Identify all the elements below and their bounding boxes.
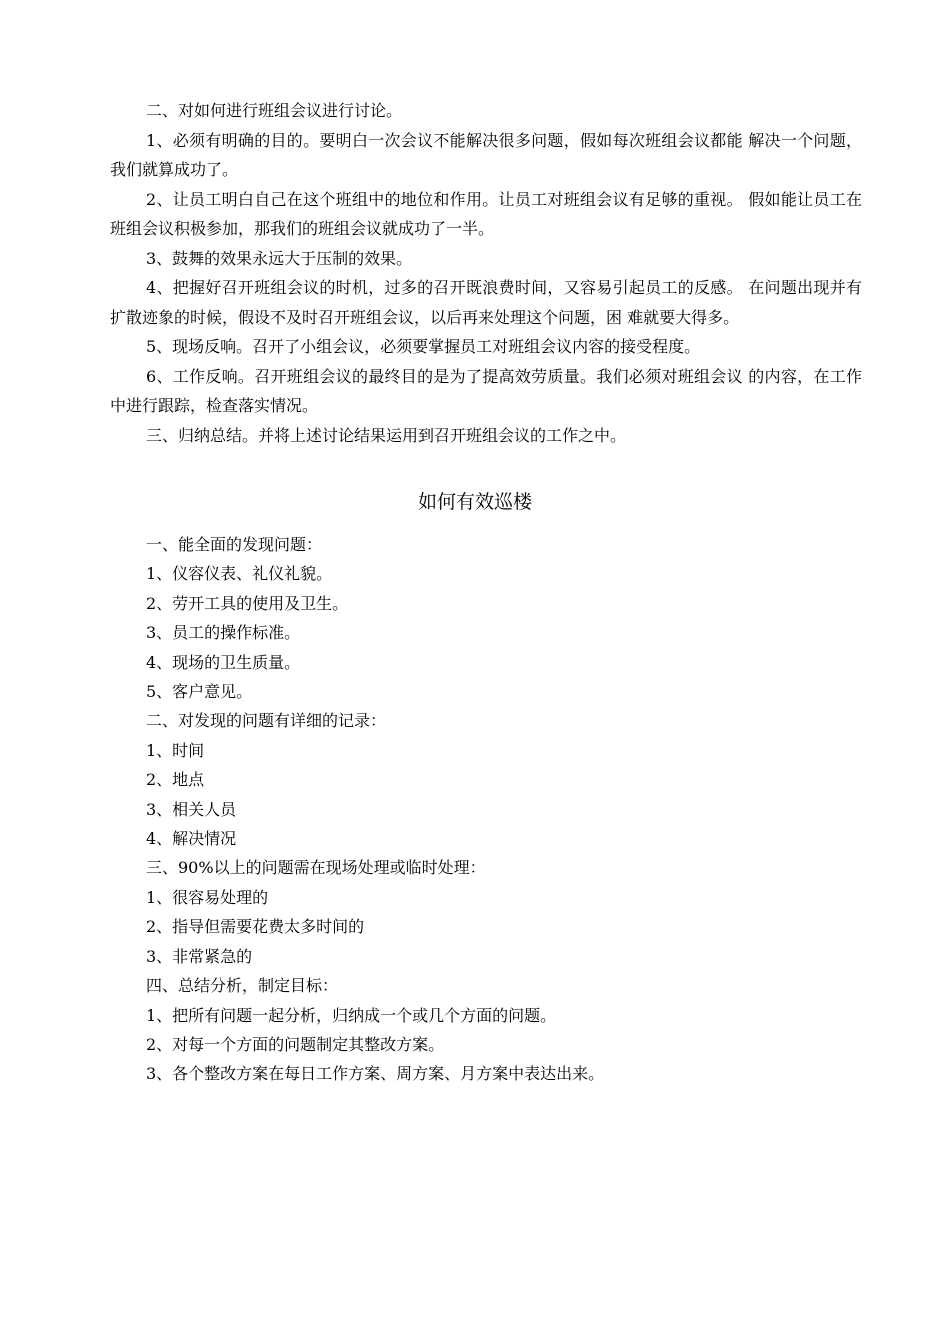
list-item: 3、非常紧急的 [146, 946, 253, 966]
list-heading-4: 四、总结分析，制定目标： [146, 976, 339, 996]
paragraph-item-2: 2、让员工明白自己在这个班组中的地位和作用。让员工对班组会议有足够的重视。 假如能让员工在班组会议积极参加，那我们的班组会议就成功了一半。 [110, 189, 862, 238]
paragraph-summary: 三、归纳总结。并将上述讨论结果运用到召开班组会议的工作之中。 [146, 425, 627, 445]
paragraph-item-6: 6、工作反响。召开班组会议的最终目的是为了提高效劳质量。我们必须对班组会议 的内容，在工作中进行跟踪，检查落实情况。 [110, 366, 862, 415]
paragraph-item-3: 3、鼓舞的效果永远大于压制的效果。 [146, 248, 413, 268]
list-item: 2、指导但需要花费太多时间的 [146, 917, 365, 937]
meeting-discussion-section [110, 96, 862, 450]
list-item: 2、劳开工具的使用及卫生。 [146, 593, 349, 613]
list-heading-2: 二、对发现的问题有详细的记录： [146, 711, 387, 731]
paragraph-item-1: 1、必须有明确的目的。要明白一次会议不能解决很多问题，假如每次班组会议都能 解决一个问题，我们就算成功了。 [110, 130, 862, 179]
list-item: 1、时间 [146, 740, 205, 760]
list-item: 2、对每一个方面的问题制定其整改方案。 [146, 1034, 445, 1054]
list-item: 3、各个整改方案在每日工作方案、周方案、月方案中表达出来。 [146, 1064, 605, 1084]
paragraph-discussion-heading: 二、对如何进行班组会议进行讨论。 [146, 101, 403, 120]
list-heading-3: 三、90%以上的问题需在现场处理或临时处理： [146, 858, 486, 878]
list-item: 1、把所有问题一起分析，归纳成一个或几个方面的问题。 [146, 1005, 557, 1025]
list-item: 4、解决情况 [146, 829, 237, 849]
list-item: 3、相关人员 [146, 799, 237, 819]
list-item: 3、员工的操作标准。 [146, 623, 301, 643]
document-title: 如何有效巡楼 [417, 491, 532, 513]
list-item: 2、地点 [146, 770, 205, 790]
paragraph-item-4: 4、把握好召开班组会议的时机，过多的召开既浪费时间，又容易引起员工的反感。 在问题出现并有扩散迹象的时候，假设不及时召开班组会议，以后再来处理这个问题，困 难就要大得多。 [110, 278, 862, 327]
list-heading-1: 一、能全面的发现问题： [146, 535, 323, 554]
list-item: 5、客户意见。 [146, 682, 253, 702]
list-item: 1、仪容仪表、礼仪礼貌。 [146, 564, 333, 584]
list-item: 1、很容易处理的 [146, 887, 269, 907]
floor-patrol-section [146, 530, 862, 1089]
paragraph-item-5: 5、现场反响。召开了小组会议，必须要掌握员工对班组会议内容的接受程度。 [146, 337, 701, 356]
list-item: 4、现场的卫生质量。 [146, 652, 301, 672]
